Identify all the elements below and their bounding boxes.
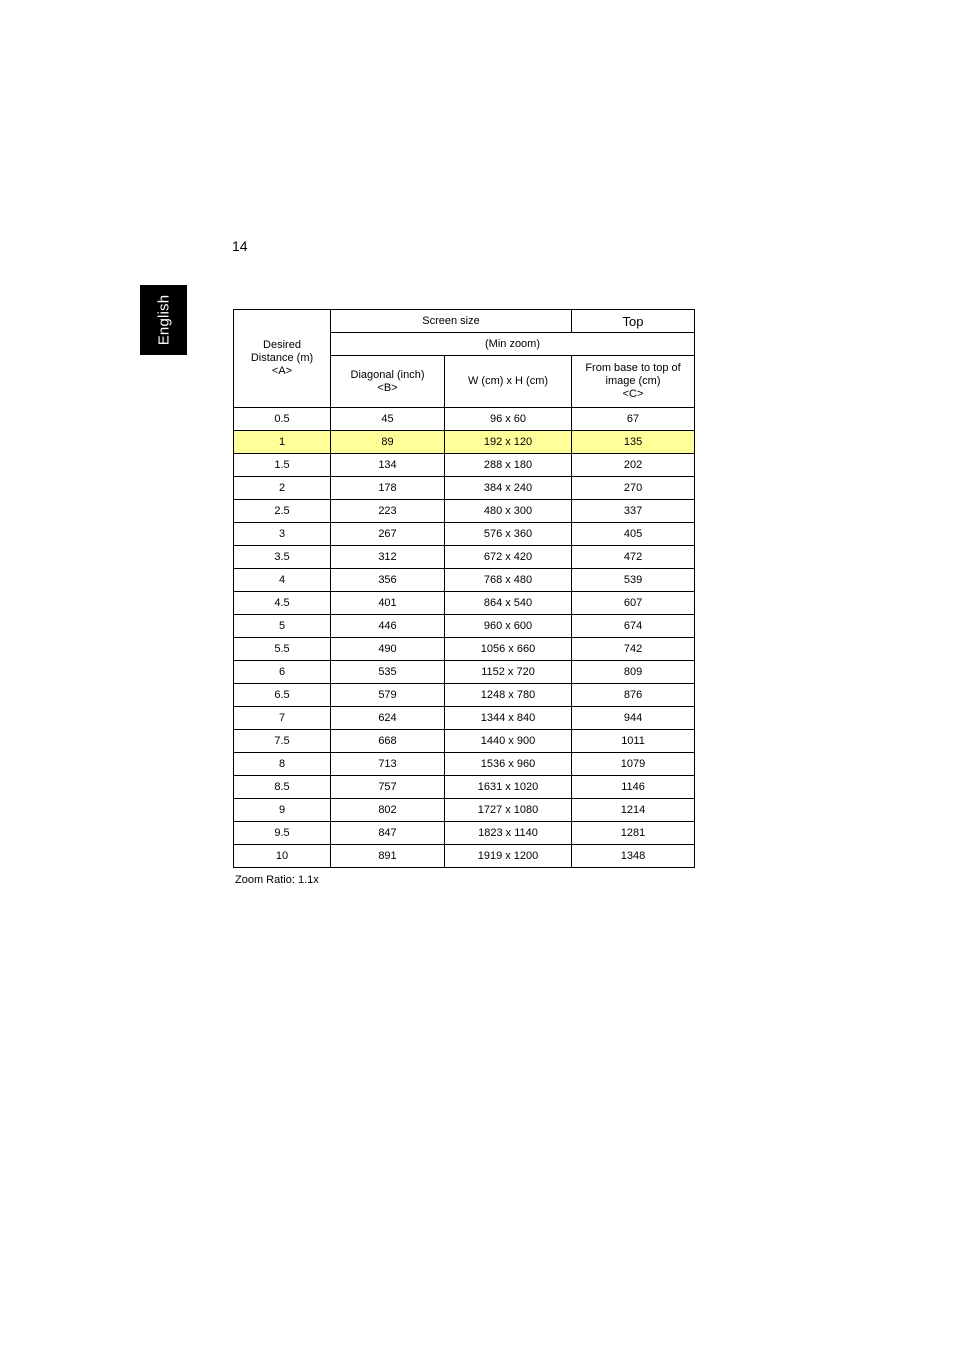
top-cell: 1079	[572, 753, 695, 776]
diagonal-cell: 847	[331, 822, 445, 845]
top-cell: 270	[572, 477, 695, 500]
diagonal-cell: 178	[331, 477, 445, 500]
distance-cell: 4	[234, 569, 331, 592]
distance-cell: 6	[234, 661, 331, 684]
size-cell: 1919 x 1200	[445, 845, 572, 868]
diagonal-cell: 401	[331, 592, 445, 615]
distance-cell: 9	[234, 799, 331, 822]
size-cell: 1631 x 1020	[445, 776, 572, 799]
header-from-base-text: From base to top of image (cm) <C>	[585, 362, 681, 400]
header-row-1	[234, 310, 695, 333]
size-cell: 1823 x 1140	[445, 822, 572, 845]
diagonal-cell: 713	[331, 753, 445, 776]
diagonal-cell: 490	[331, 638, 445, 661]
table-row	[234, 477, 695, 500]
distance-cell: 9.5	[234, 822, 331, 845]
diagonal-cell: 223	[331, 500, 445, 523]
table-row	[234, 730, 695, 753]
distance-cell: 8.5	[234, 776, 331, 799]
zoom-ratio-note: Zoom Ratio: 1.1x	[235, 874, 319, 886]
distance-cell: 2	[234, 477, 331, 500]
top-cell: 809	[572, 661, 695, 684]
header-width-height: W (cm) x H (cm)	[445, 356, 572, 408]
header-distance	[234, 310, 331, 408]
diagonal-cell: 45	[331, 408, 445, 431]
size-cell: 96 x 60	[445, 408, 572, 431]
diagonal-cell: 757	[331, 776, 445, 799]
diagonal-cell: 891	[331, 845, 445, 868]
table-row	[234, 500, 695, 523]
top-cell: 944	[572, 707, 695, 730]
top-cell: 607	[572, 592, 695, 615]
size-cell: 1344 x 840	[445, 707, 572, 730]
top-cell: 337	[572, 500, 695, 523]
language-tab-label: English	[155, 294, 172, 346]
distance-cell: 10	[234, 845, 331, 868]
top-cell: 742	[572, 638, 695, 661]
diagonal-cell: 446	[331, 615, 445, 638]
table-row	[234, 822, 695, 845]
table-row	[234, 684, 695, 707]
table-row	[234, 408, 695, 431]
screen-size-table	[233, 309, 695, 868]
top-cell: 876	[572, 684, 695, 707]
diagonal-cell: 535	[331, 661, 445, 684]
size-cell: 576 x 360	[445, 523, 572, 546]
diagonal-cell: 134	[331, 454, 445, 477]
size-cell: 864 x 540	[445, 592, 572, 615]
top-cell: 1348	[572, 845, 695, 868]
page-number: 14	[232, 238, 248, 254]
top-cell: 405	[572, 523, 695, 546]
table-row	[234, 569, 695, 592]
diagonal-cell: 267	[331, 523, 445, 546]
table-row	[234, 776, 695, 799]
top-cell: 67	[572, 408, 695, 431]
header-from-base	[572, 356, 695, 408]
top-cell: 1146	[572, 776, 695, 799]
size-cell: 288 x 180	[445, 454, 572, 477]
size-cell: 1056 x 660	[445, 638, 572, 661]
size-cell: 192 x 120	[445, 431, 572, 454]
size-cell: 480 x 300	[445, 500, 572, 523]
table-row	[234, 523, 695, 546]
distance-cell: 1	[234, 431, 331, 454]
top-cell: 539	[572, 569, 695, 592]
top-cell: 1281	[572, 822, 695, 845]
distance-cell: 7	[234, 707, 331, 730]
diagonal-cell: 624	[331, 707, 445, 730]
size-cell: 1248 x 780	[445, 684, 572, 707]
top-cell: 135	[572, 431, 695, 454]
size-cell: 384 x 240	[445, 477, 572, 500]
size-cell: 1727 x 1080	[445, 799, 572, 822]
top-cell: 1011	[572, 730, 695, 753]
table-row	[234, 431, 695, 454]
diagonal-cell: 668	[331, 730, 445, 753]
diagonal-cell: 356	[331, 569, 445, 592]
size-cell: 1152 x 720	[445, 661, 572, 684]
table-row	[234, 707, 695, 730]
diagonal-cell: 579	[331, 684, 445, 707]
table-row	[234, 546, 695, 569]
distance-cell: 5.5	[234, 638, 331, 661]
distance-cell: 1.5	[234, 454, 331, 477]
table-row	[234, 454, 695, 477]
top-cell: 1214	[572, 799, 695, 822]
top-cell: 472	[572, 546, 695, 569]
distance-cell: 3	[234, 523, 331, 546]
header-diagonal	[331, 356, 445, 408]
size-cell: 672 x 420	[445, 546, 572, 569]
diagonal-cell: 89	[331, 431, 445, 454]
table-row	[234, 799, 695, 822]
diagonal-cell: 802	[331, 799, 445, 822]
size-cell: 1536 x 960	[445, 753, 572, 776]
table-row	[234, 615, 695, 638]
diagonal-cell: 312	[331, 546, 445, 569]
top-cell: 674	[572, 615, 695, 638]
distance-cell: 5	[234, 615, 331, 638]
distance-cell: 4.5	[234, 592, 331, 615]
table-row	[234, 592, 695, 615]
header-distance-text: Desired Distance (m) <A>	[250, 339, 314, 377]
table-row	[234, 845, 695, 868]
distance-cell: 8	[234, 753, 331, 776]
table-row	[234, 661, 695, 684]
header-diagonal-text: Diagonal (inch) <B>	[350, 368, 425, 394]
distance-cell: 3.5	[234, 546, 331, 569]
table-row	[234, 638, 695, 661]
distance-cell: 2.5	[234, 500, 331, 523]
size-cell: 1440 x 900	[445, 730, 572, 753]
size-cell: 960 x 600	[445, 615, 572, 638]
top-cell: 202	[572, 454, 695, 477]
size-cell: 768 x 480	[445, 569, 572, 592]
distance-cell: 7.5	[234, 730, 331, 753]
header-min-zoom: (Min zoom)	[331, 333, 695, 356]
table-row	[234, 753, 695, 776]
language-tab	[140, 285, 187, 355]
header-screen-size: Screen size	[331, 310, 572, 333]
header-top: Top	[572, 310, 695, 333]
distance-cell: 6.5	[234, 684, 331, 707]
distance-cell: 0.5	[234, 408, 331, 431]
